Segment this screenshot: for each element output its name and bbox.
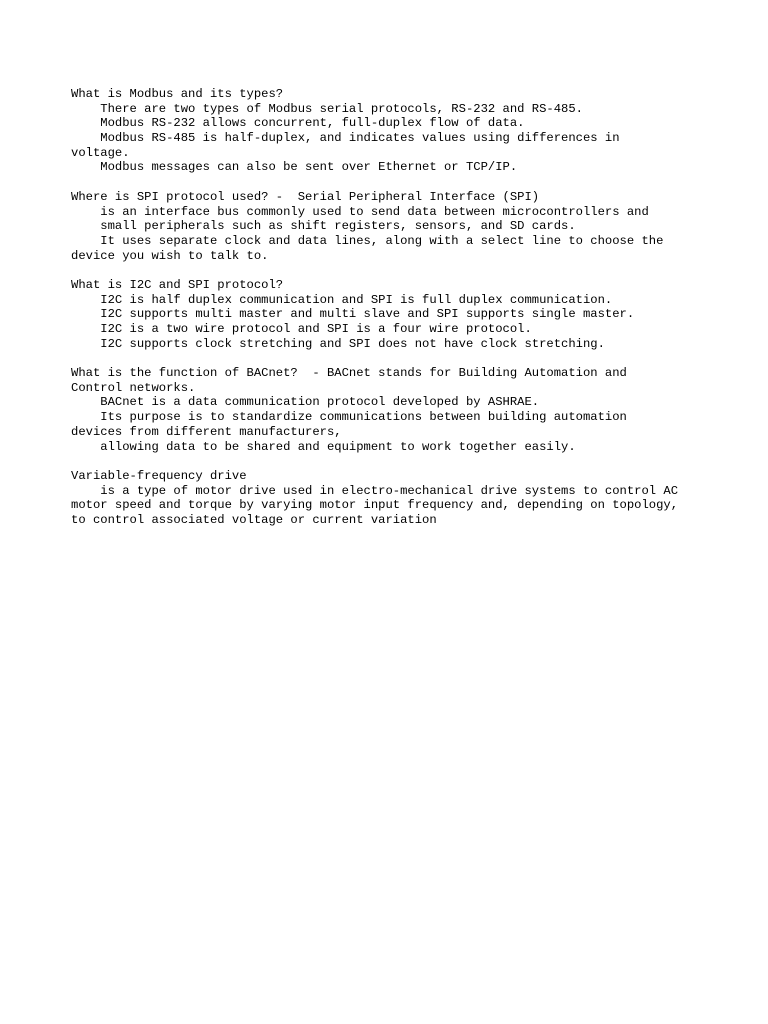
text-line: to control associated voltage or current variation <box>71 512 437 527</box>
section-vfd <box>71 469 761 528</box>
blank-line <box>71 263 761 278</box>
section-heading: Where is SPI protocol used? - Serial Peripheral Interface (SPI) <box>71 189 540 204</box>
document-page <box>71 87 761 528</box>
section-spi <box>71 190 761 263</box>
text-line: Modbus RS-232 allows concurrent, full-duplex flow of data. <box>71 116 525 131</box>
text-line: Modbus RS-485 is half-duplex, and indicates values using differences in <box>71 131 620 146</box>
blank-line <box>71 175 761 190</box>
section-heading: What is I2C and SPI protocol? <box>71 277 284 292</box>
section-modbus <box>71 87 761 175</box>
text-line: I2C is half duplex communication and SPI is full duplex communication. <box>71 292 613 307</box>
text-line: is a type of motor drive used in electro-mechanical drive systems to control AC <box>71 483 679 498</box>
section-heading: Variable-frequency drive <box>71 468 247 483</box>
section-heading: What is the function of BACnet? - BACnet stands for Building Automation and <box>71 366 627 381</box>
section-bacnet <box>71 366 761 454</box>
blank-line <box>71 454 761 469</box>
text-line: Its purpose is to standardize communications between building automation <box>71 410 627 425</box>
text-line: devices from different manufacturers, <box>71 424 342 439</box>
text-line: There are two types of Modbus serial protocols, RS-232 and RS-485. <box>71 101 583 116</box>
text-line: BACnet is a data communication protocol developed by ASHRAE. <box>71 395 540 410</box>
text-line: It uses separate clock and data lines, along with a select line to choose the <box>71 233 664 248</box>
text-line: is an interface bus commonly used to send data between microcontrollers and <box>71 204 649 219</box>
text-line: Control networks. <box>71 380 196 395</box>
text-line: device you wish to talk to. <box>71 248 269 263</box>
text-line: small peripherals such as shift registers, sensors, and SD cards. <box>71 219 576 234</box>
blank-line <box>71 351 761 366</box>
section-i2c-spi <box>71 278 761 351</box>
text-line: I2C is a two wire protocol and SPI is a four wire protocol. <box>71 322 532 336</box>
section-heading: What is Modbus and its types? <box>71 87 284 101</box>
text-line: voltage. <box>71 145 130 160</box>
text-line: I2C supports clock stretching and SPI does not have clock stretching. <box>71 336 605 351</box>
text-line: allowing data to be shared and equipment to work together easily. <box>71 439 576 454</box>
text-line: I2C supports multi master and multi slave and SPI supports single master. <box>71 307 635 322</box>
text-line: Modbus messages can also be sent over Ethernet or TCP/IP. <box>71 160 518 175</box>
text-line: motor speed and torque by varying motor input frequency and, depending on topology, <box>71 498 679 513</box>
